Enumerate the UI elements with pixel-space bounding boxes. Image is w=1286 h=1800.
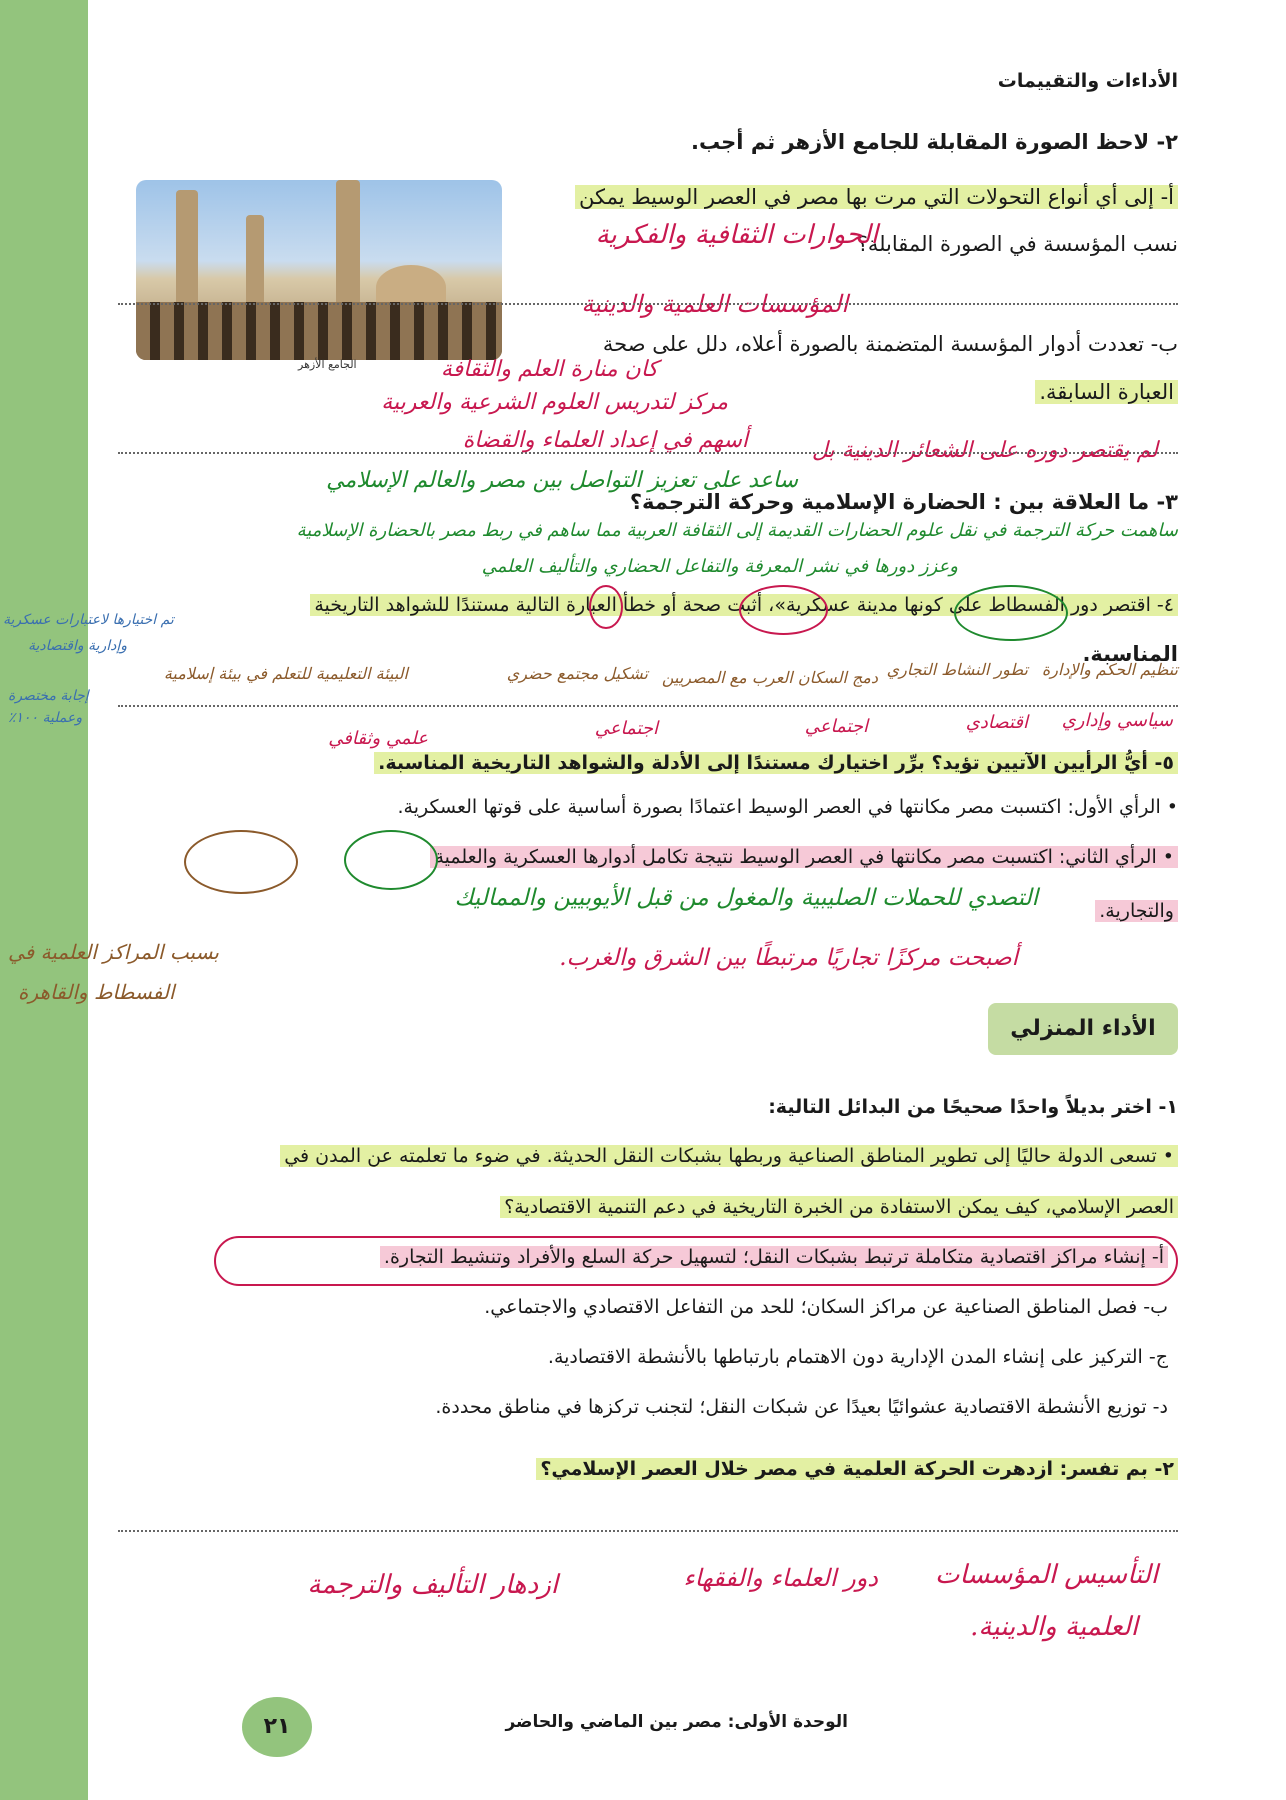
brown-margin-note-2: الفسطاط والقاهرة (18, 980, 175, 1004)
home-question-1-stem-2: العصر الإسلامي، كيف يمكن الاستفادة من الخبرة التاريخية في دعم التنمية الاقتصادية؟ (500, 1196, 1178, 1218)
answer-2b-handwriting-4: لم يقتصر دوره على الشعائر الدينية بل (811, 438, 1158, 463)
question-5-title: ٥- أيُّ الرأيين الآتيين تؤيد؟ برِّر اختيارك مستندًا إلى الأدلة والشواهد التاريخية المناسبة. (374, 752, 1178, 774)
home-section-title: الأداء المنزلي (988, 1003, 1178, 1055)
page-side-strip (0, 0, 88, 1800)
answer-line (118, 303, 1178, 305)
answer-line (118, 1530, 1178, 1532)
brown-note-2: تطور النشاط التجاري (886, 660, 1028, 679)
opinion-2: • الرأي الثاني: اكتسبت مصر مكانتها في العصر الوسيط نتيجة تكامل أدوارها العسكرية والعلمية (430, 846, 1178, 868)
blue-margin-note-2: وإدارية واقتصادية (28, 638, 127, 654)
brown-note-4: تشكيل مجتمع حضري (506, 664, 648, 683)
home-answer-2: دور العلماء والفقهاء (683, 1564, 878, 1592)
photo-caption: الجامع الأزهر (298, 358, 357, 371)
question-3-title: ٣- ما العلاقة بين : الحضارة الإسلامية وحركة الترجمة؟ (629, 490, 1178, 514)
circle-annotation (954, 585, 1068, 641)
answer-5-handwriting-1: التصدي للحملات الصليبية والمغول من قبل الأيوبيين والمماليك (454, 885, 1038, 911)
circle-annotation (739, 585, 828, 635)
option-b[interactable]: ب- فصل المناطق الصناعية عن مراكز السكان؛ للحد من التفاعل الاقتصادي والاجتماعي. (484, 1296, 1168, 1318)
answer-2b-handwriting-1: كان منارة العلم والثقافة (440, 357, 658, 382)
question-2b-line2: العبارة السابقة. (1035, 380, 1178, 404)
circle-annotation (589, 585, 623, 629)
opinion-2-end: والتجارية. (1095, 900, 1178, 922)
question-2a-line1: أ- إلى أي أنواع التحولات التي مرت بها مصر في العصر الوسيط يمكن (575, 185, 1178, 209)
answer-3-handwriting-1: ساهمت حركة الترجمة في نقل علوم الحضارات القديمة إلى الثقافة العربية مما ساهم في ربط مصر بالحضارة الإسلامية (296, 520, 1178, 541)
brown-margin-note-1: بسبب المراكز العلمية في (8, 940, 219, 964)
answer-2a-handwriting: الحوارات الثقافية والفكرية (595, 220, 878, 250)
answer-line (118, 452, 1178, 454)
answer-line (118, 705, 1178, 707)
option-a[interactable]: أ- إنشاء مراكز اقتصادية متكاملة ترتبط بشبكات النقل؛ لتسهيل حركة السلع والأفراد وتنشيط التجارة. (380, 1246, 1168, 1268)
answer-3-handwriting-2: وعزز دورها في نشر المعرفة والتفاعل الحضاري والتأليف العلمي (481, 556, 958, 577)
brown-note-5: البيئة التعليمية للتعلم في بيئة إسلامية (163, 664, 408, 683)
blue-margin-note-3: إجابة مختصرة (8, 688, 89, 704)
brown-note-1: تنظيم الحكم والإدارة (1041, 660, 1178, 679)
tag-scientific: علمي وثقافي (328, 728, 428, 749)
tag-economic: اقتصادي (965, 712, 1028, 733)
tag-social: اجتماعي (804, 716, 868, 737)
home-answer-1b: العلمية والدينية. (970, 1612, 1138, 1642)
brown-note-3: دمج السكان العرب مع المصريين (661, 668, 878, 687)
tag-political: سياسي وإداري (1061, 710, 1173, 731)
home-question-1-stem-1: • تسعى الدولة حاليًا إلى تطوير المناطق الصناعية وربطها بشبكات النقل الحديثة. في ضوء ما تعلمته عن المدن في (280, 1145, 1178, 1167)
blue-margin-note-1: تم اختيارها لاعتبارات عسكرية (3, 612, 174, 628)
footer-unit: الوحدة الأولى: مصر بين الماضي والحاضر (505, 1712, 848, 1732)
blue-margin-note-4: وعملية ١٠٠٪ (8, 710, 83, 726)
answer-5-handwriting-2: أصبحت مركزًا تجاريًا مرتبطًا بين الشرق والغرب. (559, 945, 1018, 971)
question-4-line1: ٤- اقتصر دور الفسطاط على كونها مدينة عسكرية»، أثبت صحة أو خطأ العبارة التالية مستندًا للشواهد التاريخية (310, 594, 1178, 616)
answer-2b-handwriting-2: مركز لتدريس العلوم الشرعية والعربية (381, 390, 728, 415)
option-a-circle (214, 1236, 1178, 1286)
option-c[interactable]: ج- التركيز على إنشاء المدن الإدارية دون الاهتمام بارتباطها بالأنشطة الاقتصادية. (547, 1346, 1168, 1368)
home-answer-3: ازدهار التأليف والترجمة (307, 1570, 558, 1600)
section-header: الأداءات والتقييمات (997, 70, 1178, 92)
al-azhar-photo (136, 180, 502, 360)
page-number: ٢١ (242, 1697, 312, 1757)
answer-2a-handwriting-2: المؤسسات العلمية والدينية (581, 290, 848, 318)
question-4-line2: المناسبة. (1082, 642, 1178, 666)
circle-annotation (344, 830, 438, 890)
tag-social-2: اجتماعي (594, 718, 658, 739)
home-question-1-title: ١- اختر بديلاً واحدًا صحيحًا من البدائل التالية: (768, 1096, 1178, 1118)
option-d[interactable]: د- توزيع الأنشطة الاقتصادية عشوائيًا بعيدًا عن شبكات النقل؛ لتجنب تركزها في مناطق محددة. (435, 1396, 1168, 1418)
home-question-2-title: ٢- بم تفسر: ازدهرت الحركة العلمية في مصر خلال العصر الإسلامي؟ (536, 1458, 1178, 1480)
worksheet-page (3, 0, 1178, 1800)
home-answer-1: التأسيس المؤسسات (935, 1560, 1158, 1590)
question-2b-line1: ب- تعددت أدوار المؤسسة المتضمنة بالصورة أعلاه، دلل على صحة (602, 332, 1178, 356)
question-2-title: ٢- لاحظ الصورة المقابلة للجامع الأزهر ثم أجب. (690, 130, 1178, 154)
answer-2b-handwriting-5: ساعد على تعزيز التواصل بين مصر والعالم الإسلامي (326, 468, 798, 493)
opinion-1: • الرأي الأول: اكتسبت مصر مكانتها في العصر الوسيط اعتمادًا بصورة أساسية على قوتها العسكرية. (397, 796, 1178, 818)
circle-annotation (184, 830, 298, 894)
answer-2b-handwriting-3: أسهم في إعداد العلماء والقضاة (462, 428, 748, 453)
question-2a-line2: نسب المؤسسة في الصورة المقابلة؟ (856, 232, 1178, 256)
